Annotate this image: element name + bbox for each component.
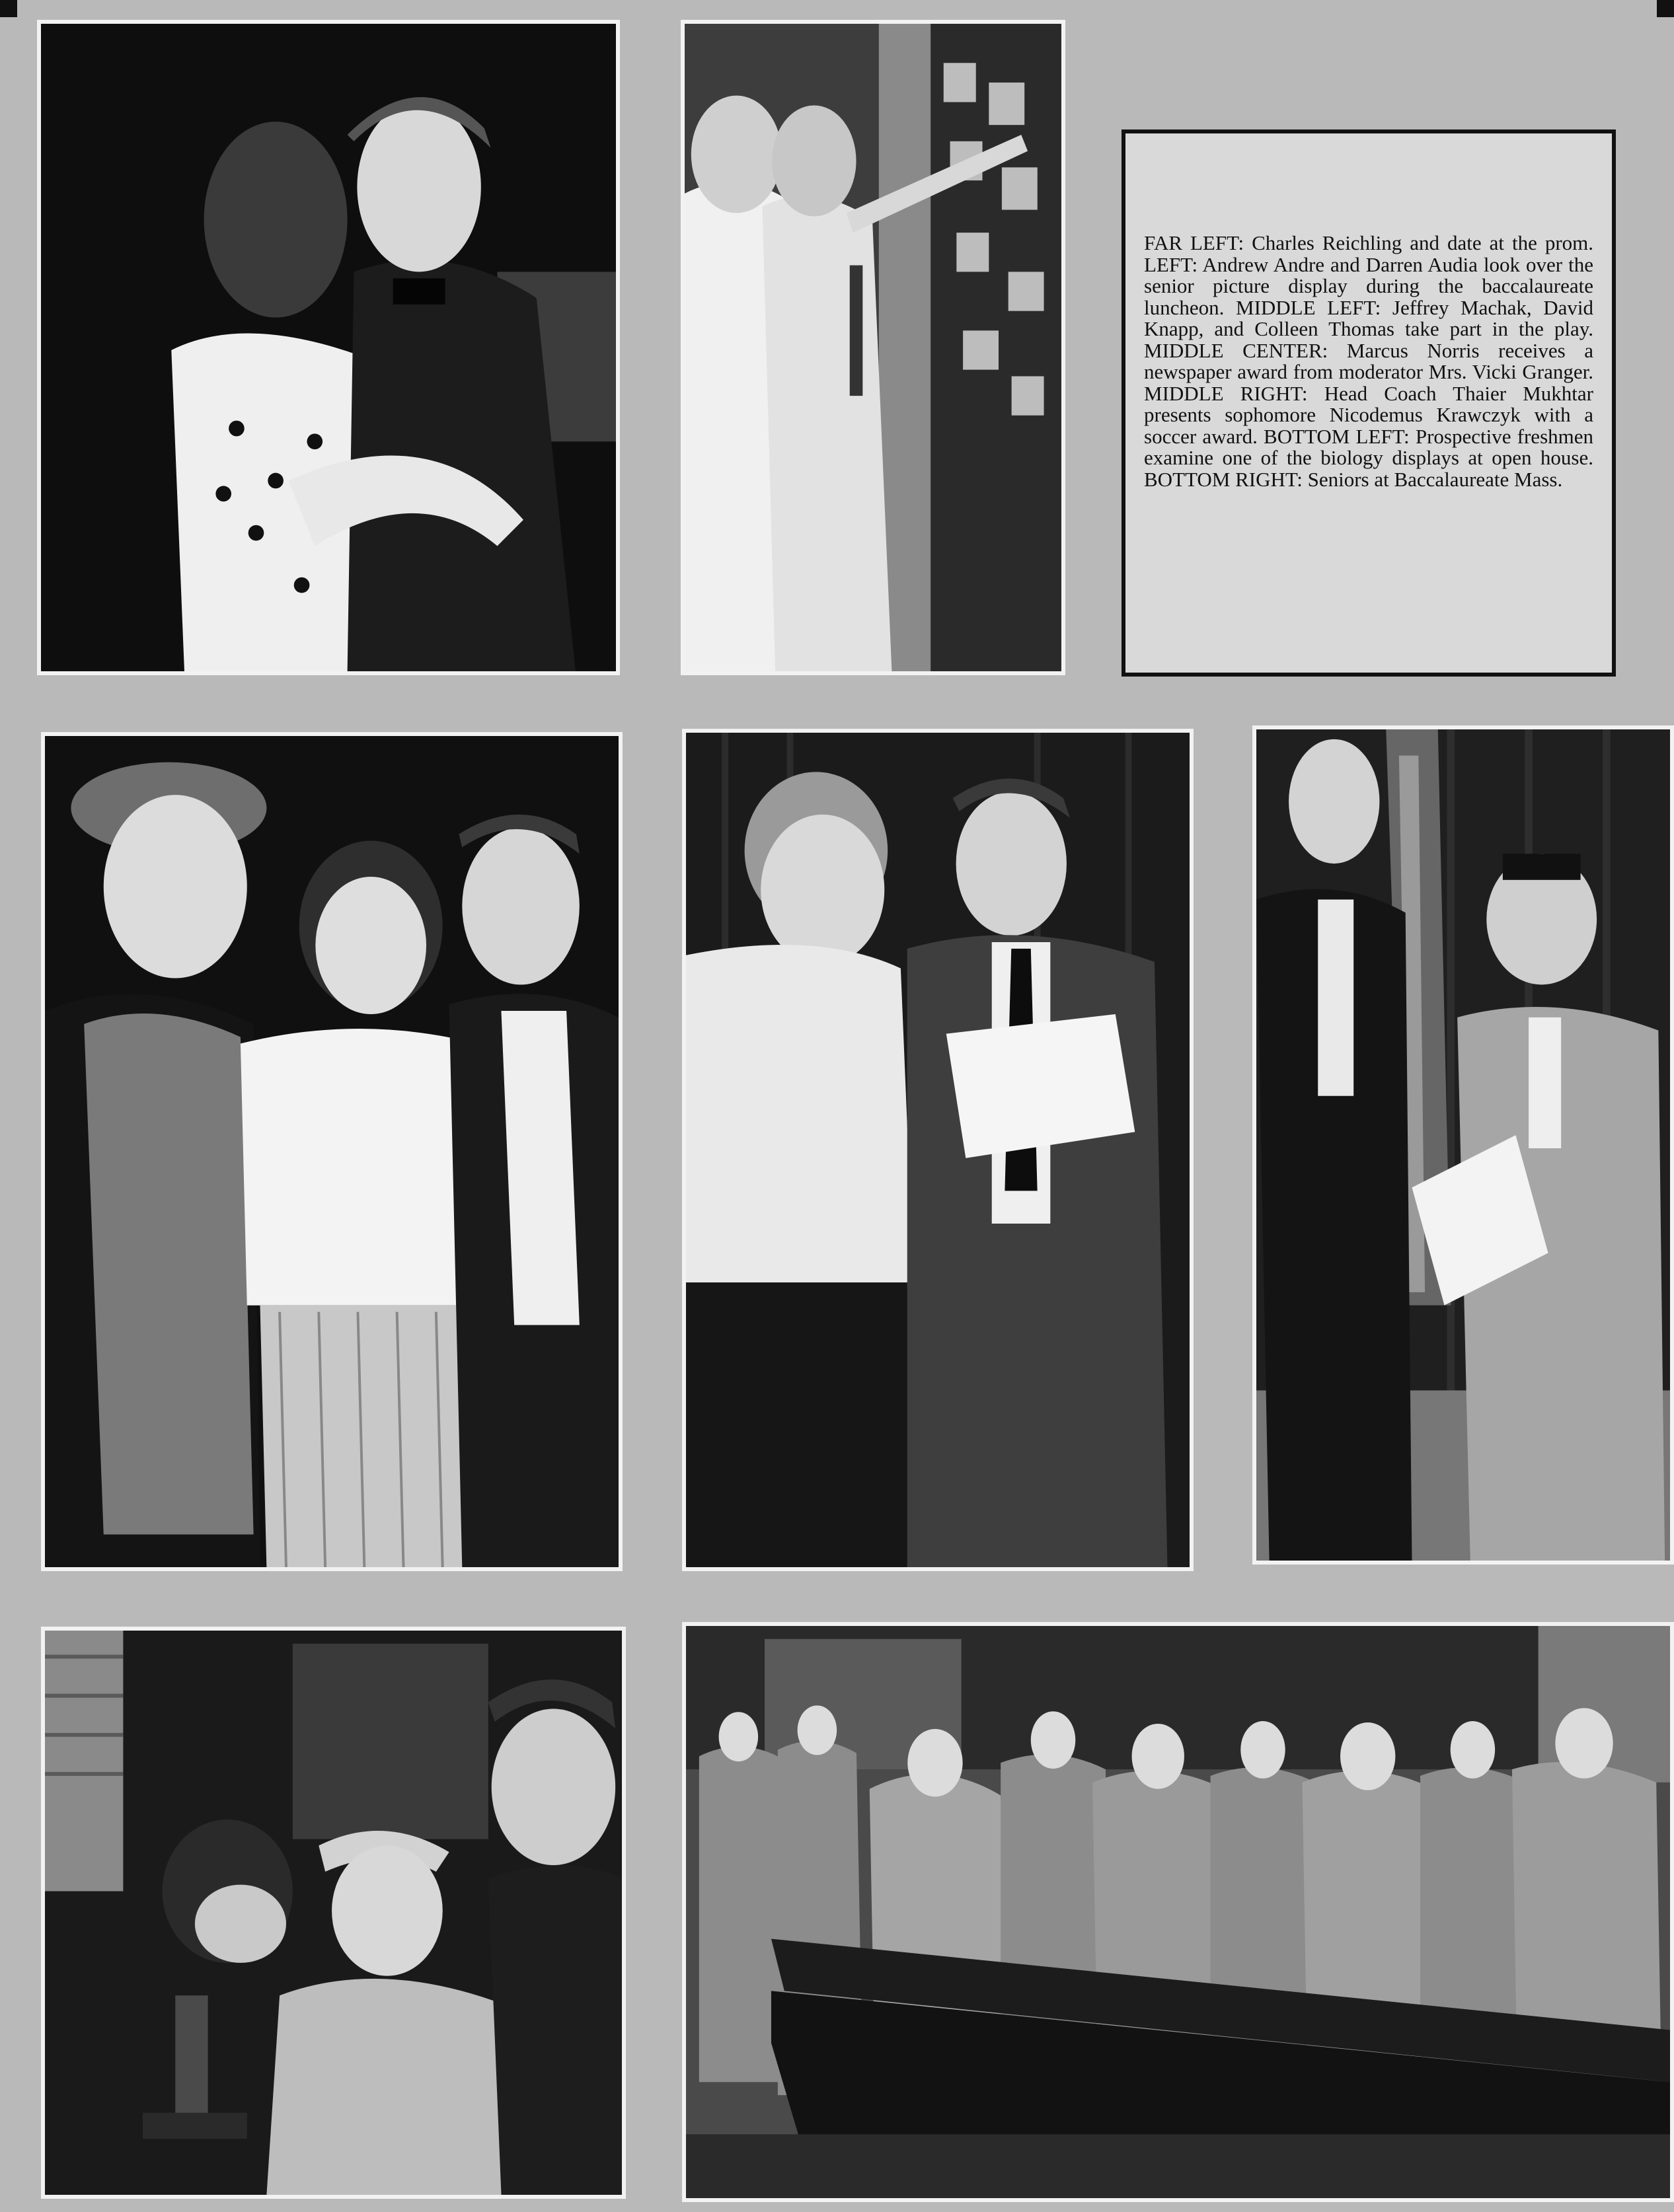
photo-middle-center-award [682, 729, 1194, 1571]
caption-box [1122, 129, 1616, 677]
photo-middle-left-play [41, 732, 623, 1571]
photo-bottom-left-biology [41, 1627, 626, 2199]
photo-left-picture-display [681, 20, 1065, 675]
photo-bottom-right-baccalaureate-mass [682, 1622, 1674, 2202]
photo-middle-right-soccer-award [1252, 725, 1674, 1565]
photo-far-left-prom [37, 20, 620, 675]
corner-mark-right [1657, 0, 1674, 17]
caption-text: FAR LEFT: Charles Reichling and date at the prom. LEFT: Andrew Andre and Darren Audia look over the senior picture display during the baccalaureate luncheon. MIDDLE LEFT: Jeffrey Machak, David Knapp, and Colleen Thomas take part in the play. MIDDLE CENTER: Marcus Norris receives a newspaper award from moderator Mrs. Vicki Granger. MIDDLE RIGHT: Head Coach Thaier Mukhtar presents sophomore Nicodemus Krawczyk with a soccer award. BOTTOM LEFT: Prospective freshmen examine one of the biology displays at open house. BOTTOM RIGHT: Seniors at Baccalaureate Mass. [1144, 231, 1593, 491]
corner-mark-left [0, 0, 17, 17]
